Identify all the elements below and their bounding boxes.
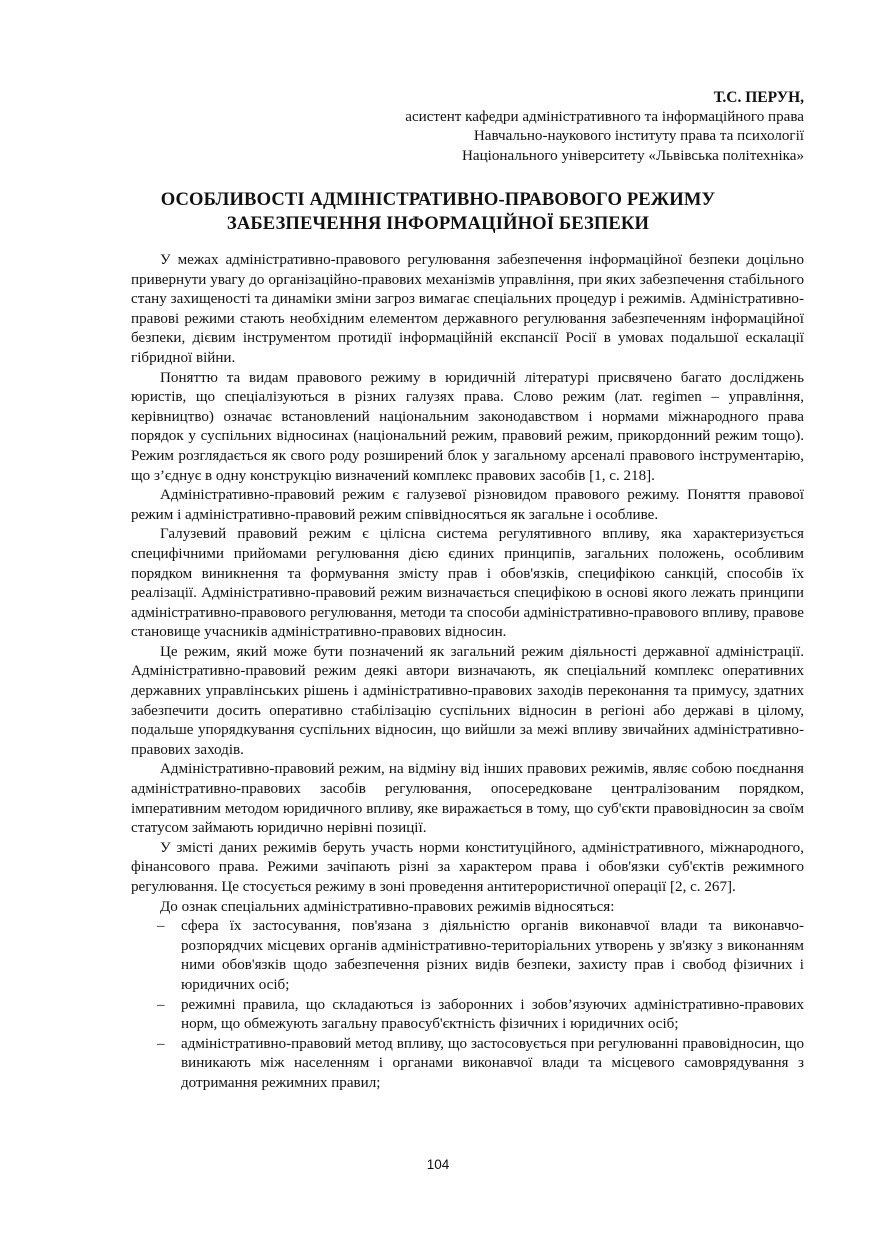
list-item-text: режимні правила, що складаються із заборонних і зобов’язуючих адміністративно-правових норм, що обмежують загальну правосуб'єктність фізичних і юридичних осіб; xyxy=(181,996,804,1033)
paper-title-line: ЗАБЕЗПЕЧЕННЯ ІНФОРМАЦІЙНОЇ БЕЗПЕКИ xyxy=(226,212,650,234)
page-number: 104 xyxy=(426,1157,450,1172)
paper-title-line: ОСОБЛИВОСТІ АДМІНІСТРАТИВНО-ПРАВОВОГО РЕЖИМУ xyxy=(160,189,716,210)
list-marker: – xyxy=(157,996,165,1013)
list-item xyxy=(131,1035,804,1094)
author-name: Т.С. ПЕРУН, xyxy=(713,89,804,106)
list-item xyxy=(131,996,804,1035)
paragraph: Адміністративно-правовий режим є галузевої різновидом правового режиму. Поняття правової режим і адміністративно-правовий режим співвідносяться як загальне і особливе. xyxy=(131,487,804,523)
author-affiliation-line: Навчально-наукового інституту права та психології xyxy=(473,128,804,144)
list-item-text: адміністративно-правовий метод впливу, що застосовується при регулюванні правовідносин, що виникають між населенням і органами виконавчої влади та місцевого самоврядування з дотримання режимних правил; xyxy=(181,1035,804,1091)
paragraph: Галузевий правовий режим є цілісна система регулятивного впливу, яка характеризується специфічними прийомами регулювання дією єдиних принципів, загальних положень, особливим порядком виникнення та формування змісту прав і обов'язків, специфікою санкцій, способів їх реалізації. Адміністративно-правовий режим визначається специфікою в основі якого лежать принципи адміністративно-правового регулювання, методи та способи адміністративно-правового впливу, правове становище учасників адміністративно-правових відносин. xyxy=(131,526,804,641)
list-marker: – xyxy=(157,918,165,935)
paragraph: До ознак спеціальних адміністративно-правових режимів відносяться: xyxy=(160,898,615,915)
paper-body xyxy=(131,251,804,1094)
paragraph: У межах адміністративно-правового регулювання забезпечення інформаційної безпеки доцільно привернути увагу до організаційно-правових механізмів управління, при яких забезпечення стабільного стану захищеності та динаміки зміни загроз вимагає спеціальних процедур і режимів. Адміністративно-правові режими стають необхідним елементом державного регулювання забезпеченням інформаційної безпеки, дієвим інструментом протидії інформаційній експансії Росії в умовах подальшої ескалації гібридної війни. xyxy=(131,252,804,366)
paragraph: Поняттю та видам правового режиму в юридичній літературі присвячено багато досліджень юристів, що спеціалізуються в різних галузях права. Слово режим (лат. regimen – управління, керівництво) означає встановлений національним законодавством і нормами міжнародного права порядок у суспільних відносинах (національний режим, правовий режим, прикордонний режим тощо). Режим розглядається як свого роду розширений блок у загальному арсеналі правового інструментарію, що з’єднує в одну конструкцію визначений комплекс правових засобів [1, с. 218]. xyxy=(131,369,804,484)
paragraph: Адміністративно-правовий режим, на відміну від інших правових режимів, являє собою поєднання адміністративно-правових засобів регулювання, опосередковане централізованим порядком, імперативним методом юридичного впливу, яке виражається в тому, що суб'єкти правовідносин за своїм статусом займають юридично нерівні позиції. xyxy=(131,761,804,837)
author-affiliation-line: Національного університету «Львівська політехніка» xyxy=(462,147,804,164)
author-affiliation-line: асистент кафедри адміністративного та інформаційного права xyxy=(405,108,804,125)
author-block xyxy=(244,88,804,166)
list-marker: – xyxy=(157,1035,165,1052)
list-item-text: сфера їх застосування, пов'язана з діяльністю органів виконавчої влади та виконавчо-розпорядчих місцевих органів адміністративно-територіальних утворень у зв'язку з виконанням ними обов'язків щодо забезпечення різних видів безпеки, захисту прав і свобод фізичних і юридичних осіб; xyxy=(181,918,804,993)
paragraph: У змісті даних режимів беруть участь норми конституційного, адміністративного, міжнародного, фінансового права. Режими зачіпають різні за характером права і обов'язки суб'єктів режимного регулювання. Це стосується режиму в зоні проведення антитерористичної операції [2, с. 267]. xyxy=(131,839,804,895)
paper-title xyxy=(130,188,746,235)
features-list xyxy=(131,917,804,1093)
list-item xyxy=(131,917,804,995)
paragraph: Це режим, який може бути позначений як загальний режим діяльності державної адміністрації. Адміністративно-правовий режим деякі автори визначають, як спеціальний комплекс оперативних державних управлінських рішень і адміністративно-правових заходів переконання та примусу, здатних забезпечити досить оперативно стабілізацію суспільних відносин в регіоні або державі в цілому, подальше упорядкування суспільних відносин, що вийшли за межі впливу звичайних адміністративно-правових заходів. xyxy=(131,643,804,758)
